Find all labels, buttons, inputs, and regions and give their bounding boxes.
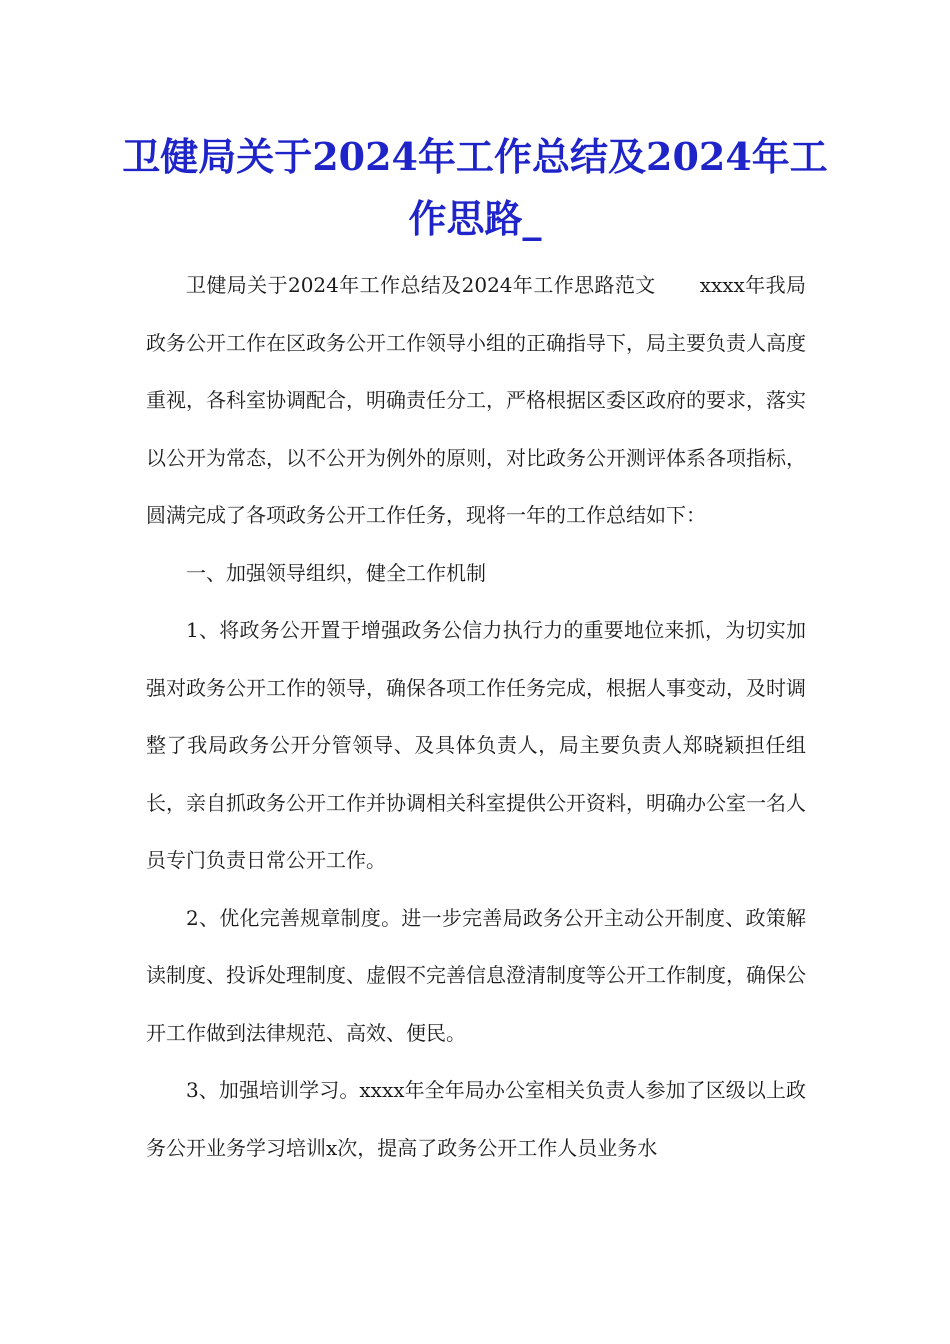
paragraph-item-1: 1、将政务公开置于增强政务公信力执行力的重要地位来抓，为切实加强对政务公开工作的领导，确保各项工作任务完成，根据人事变动，及时调整了我局政务公开分管领导、及具体负责人，局主要负责人郑晓颖担任组长，亲自抓政务公开工作并协调相关科室提供公开资料，明确办公室一名人员专门负责日常公开工作。 — [146, 618, 806, 872]
paragraph-item-2: 2、优化完善规章制度。进一步完善局政务公开主动公开制度、政策解读制度、投诉处理制度、虚假不完善信息澄清制度等公开工作制度，确保公开工作做到法律规范、高效、便民。 — [146, 905, 806, 1045]
paragraph-intro — [146, 257, 806, 545]
paragraph-item-3: 3、加强培训学习。xxxx年全年局办公室相关负责人参加了区级以上政务公开业务学习培训x次，提高了政务公开工作人员业务水 — [146, 1078, 806, 1160]
document-title: 卫健局关于2024年工作总结及2024年工作思路_ — [122, 134, 828, 241]
intro-text: xxxx年我局政务公开工作在区政务公开工作领导小组的正确指导下，局主要负责人高度重视，各科室协调配合，明确责任分工，严格根据区委区政府的要求，落实以公开为常态，以不公开为例外的原则，对比政务公开测评体系各项指标，圆满完成了各项政务公开工作任务，现将一年的工作总结如下： — [146, 273, 807, 527]
section-heading: 一、加强领导组织，健全工作机制 — [186, 560, 486, 585]
document-body — [146, 257, 806, 1177]
intro-lead: 卫健局关于2024年工作总结及2024年工作思路范文 — [186, 273, 656, 297]
